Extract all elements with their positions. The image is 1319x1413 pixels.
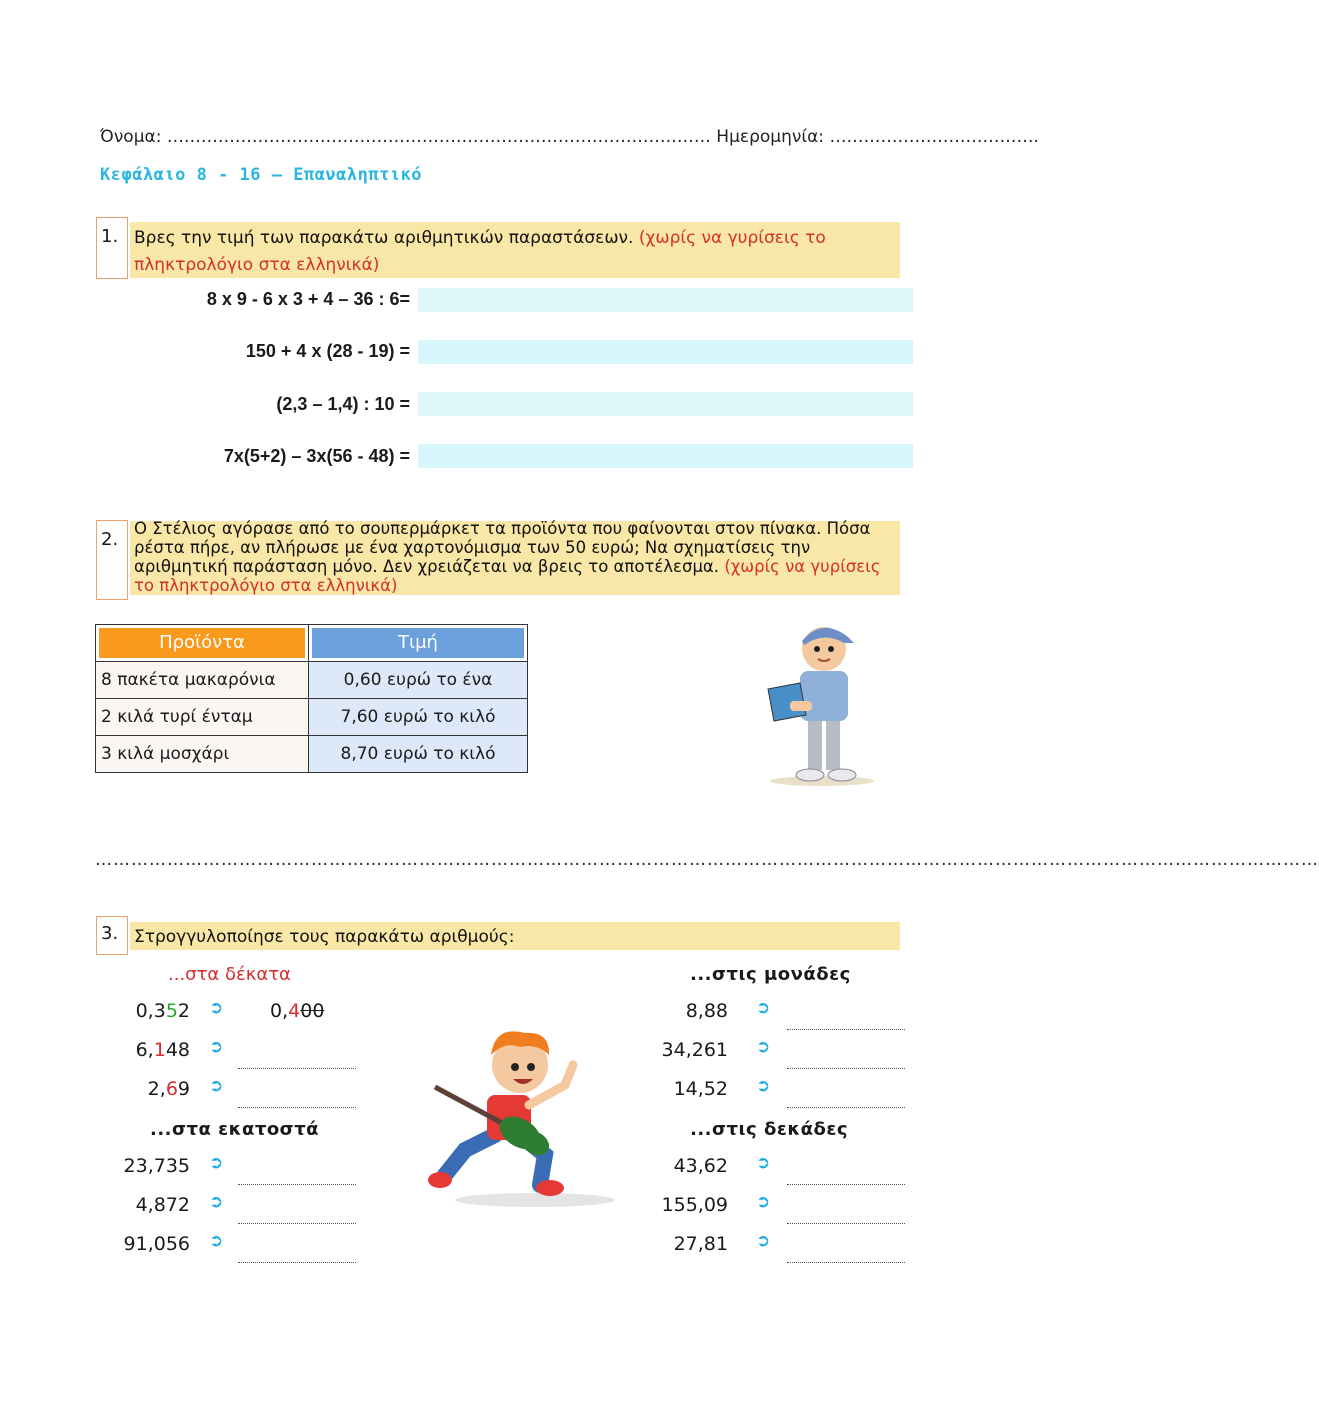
arrow-icon: ➲ — [209, 1153, 224, 1173]
tenths-number — [95, 1039, 190, 1061]
tenths-answer-line[interactable] — [238, 1107, 356, 1108]
digit-highlight: 4 — [288, 1000, 301, 1022]
tens-number: 43,62 — [673, 1155, 728, 1177]
q1-note: (χωρίς να γυρίσεις το πληκτρολόγιο στα ελληνικά) — [134, 228, 826, 275]
table-row — [96, 662, 528, 699]
q1-text — [134, 225, 894, 279]
hundredths-title: ...στα εκατοστά — [150, 1119, 320, 1140]
q1-number: 1. — [96, 217, 128, 279]
arrow-icon: ➲ — [756, 1192, 771, 1212]
tenths-title: ...στα δέκατα — [168, 964, 291, 985]
units-answer-line[interactable] — [787, 1107, 905, 1108]
units-number: 34,261 — [661, 1039, 728, 1061]
tenths-example-answer — [270, 1000, 324, 1022]
name-label: Όνομα: — [100, 127, 162, 147]
expression-2: 150 + 4 x (28 - 19) = — [245, 341, 410, 361]
table-header-row — [96, 625, 528, 662]
digit-part: 48 — [165, 1039, 190, 1061]
digit-part: 0,3 — [135, 1000, 166, 1022]
hundredths-answer-line[interactable] — [238, 1184, 356, 1185]
digit-part: 2 — [177, 1000, 190, 1022]
digit-struck: 00 — [300, 1000, 325, 1022]
boy-with-guitar-illustration — [425, 1025, 625, 1210]
arrow-icon: ➲ — [209, 1231, 224, 1251]
q1-instruction: Βρες την τιμή των παρακάτω αριθμητικών παραστάσεων. — [134, 228, 634, 248]
date-field[interactable]: ………………………………. — [829, 127, 1039, 147]
tenths-example-number — [95, 1000, 190, 1022]
digit-highlight: 5 — [165, 1000, 178, 1022]
hundredths-number: 4,872 — [135, 1194, 190, 1216]
q2-instruction: Ο Στέλιος αγόρασε από το σουπερμάρκετ τα προϊόντα που φαίνονται στον πίνακα. Πόσα ρέστα πήρε, αν πλήρωσε με ένα χαρτονόμισμα των 50 ευρώ; Να σχηματίσεις την αριθμητική παράσταση μόνο. Δεν χρειάζεται να βρεις το αποτέλεσμα. — [134, 519, 871, 576]
expression-4: 7x(5+2) – 3x(56 - 48) = — [223, 446, 410, 466]
q3-text: Στρογγυλοποίησε τους παρακάτω αριθμούς: — [134, 927, 515, 947]
tenths-number — [95, 1078, 190, 1100]
product-cell: 2 κιλά τυρί ένταμ — [96, 699, 309, 736]
product-cell: 8 πακέτα μακαρόνια — [96, 662, 309, 699]
q3-number: 3. — [96, 916, 128, 955]
header-line — [100, 127, 1039, 147]
hundredths-answer-line[interactable] — [238, 1223, 356, 1224]
arrow-icon: ➲ — [756, 1153, 771, 1173]
q2-text — [134, 519, 894, 595]
chapter-title: Κεφάλαιο 8 - 16 – Επαναληπτικό — [100, 165, 423, 185]
name-field[interactable]: …………………………………………………………………………………… — [166, 127, 711, 147]
header-products — [96, 625, 309, 662]
digit-part: 2, — [147, 1078, 166, 1100]
tens-number: 155,09 — [661, 1194, 728, 1216]
tens-title: ...στις δεκάδες — [690, 1119, 849, 1140]
answer-input-3[interactable] — [418, 392, 913, 416]
products-table — [95, 624, 528, 773]
header-price — [309, 625, 528, 662]
arrow-icon: ➲ — [209, 1192, 224, 1212]
arrow-icon: ➲ — [209, 1037, 224, 1057]
expression-1: 8 x 9 - 6 x 3 + 4 – 36 : 6= — [206, 289, 410, 309]
product-cell: 3 κιλά μοσχάρι — [96, 736, 309, 773]
units-title: ...στις μονάδες — [690, 964, 851, 985]
answer-input-2[interactable] — [418, 340, 913, 364]
price-cell: 0,60 ευρώ το ένα — [309, 662, 528, 699]
hundredths-number: 23,735 — [123, 1155, 190, 1177]
header-products-label: Προϊόντα — [99, 628, 305, 658]
units-number: 8,88 — [685, 1000, 728, 1022]
hundredths-number: 91,056 — [123, 1233, 190, 1255]
units-answer-line[interactable] — [787, 1029, 905, 1030]
header-price-label: Τιμή — [312, 628, 524, 658]
tens-number: 27,81 — [673, 1233, 728, 1255]
units-answer-line[interactable] — [787, 1068, 905, 1069]
tens-answer-line[interactable] — [787, 1184, 905, 1185]
arrow-icon: ➲ — [756, 1037, 771, 1057]
table-row — [96, 736, 528, 773]
price-cell: 8,70 ευρώ το κιλό — [309, 736, 528, 773]
table-row — [96, 699, 528, 736]
boy-with-tablet-illustration — [760, 615, 885, 787]
answer-input-4[interactable] — [418, 444, 913, 468]
q2-note: (χωρίς να γυρίσεις το πληκτρολόγιο στα ελληνικά) — [134, 557, 881, 595]
digit-part: 6, — [135, 1039, 154, 1061]
tenths-answer-line[interactable] — [238, 1068, 356, 1069]
hundredths-answer-line[interactable] — [238, 1262, 356, 1263]
q2-number: 2. — [96, 520, 128, 600]
digit-highlight: 6 — [165, 1078, 178, 1100]
q2-answer-line[interactable]: …………………………………………………………………………………………………………………………………………………………………………………… — [95, 850, 1319, 870]
digit-part: 0, — [270, 1000, 289, 1022]
units-number: 14,52 — [673, 1078, 728, 1100]
arrow-icon: ➲ — [756, 998, 771, 1018]
tens-answer-line[interactable] — [787, 1262, 905, 1263]
price-cell: 7,60 ευρώ το κιλό — [309, 699, 528, 736]
answer-input-1[interactable] — [418, 288, 913, 312]
expression-3: (2,3 – 1,4) : 10 = — [276, 394, 410, 414]
arrow-icon: ➲ — [209, 1076, 224, 1096]
digit-highlight: 1 — [153, 1039, 166, 1061]
date-label: Ημερομηνία: — [716, 127, 825, 147]
digit-part: 9 — [177, 1078, 190, 1100]
arrow-icon: ➲ — [756, 1231, 771, 1251]
arrow-icon: ➲ — [209, 998, 224, 1018]
arrow-icon: ➲ — [756, 1076, 771, 1096]
tens-answer-line[interactable] — [787, 1223, 905, 1224]
